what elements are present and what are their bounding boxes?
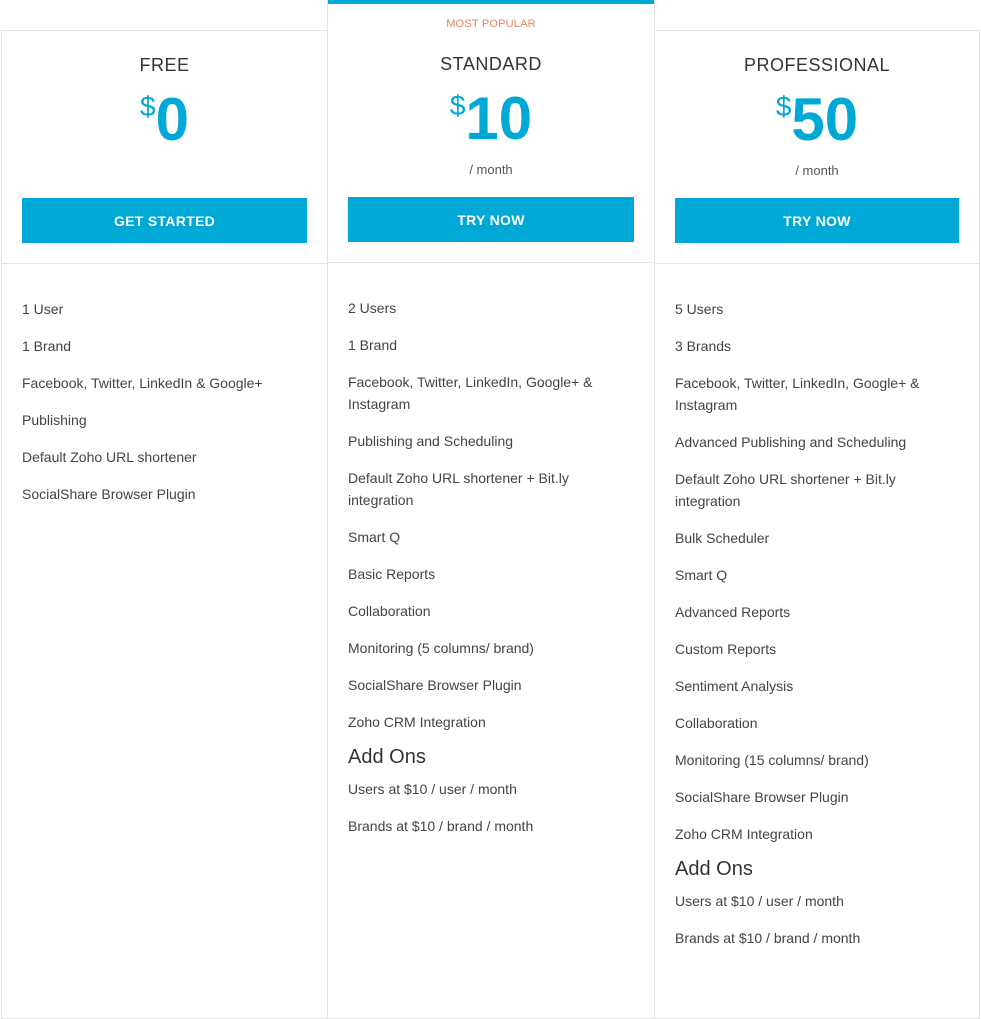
feature-item: Basic Reports: [348, 566, 436, 582]
feature-item: SocialShare Browser Plugin: [22, 486, 196, 502]
plan-header: [655, 31, 979, 264]
popular-highlight-bar: [328, 0, 654, 4]
addons-title: Add Ons: [348, 746, 426, 768]
feature-item: Facebook, Twitter, LinkedIn, Google+ & Instagram: [348, 374, 593, 412]
feature-item: Zoho CRM Integration: [675, 826, 813, 842]
feature-item: Custom Reports: [675, 641, 777, 657]
feature-item: 2 Users: [348, 300, 397, 316]
plan-header: [328, 30, 654, 263]
feature-item: 1 User: [22, 301, 64, 317]
feature-item: 3 Brands: [675, 338, 732, 354]
currency-symbol: $: [140, 91, 156, 122]
feature-item: Smart Q: [348, 529, 401, 545]
plan-header: [2, 31, 327, 264]
addons-title: Add Ons: [675, 858, 753, 880]
price-amount: 0: [155, 86, 189, 153]
plan-name: PROFESSIONAL: [743, 55, 891, 75]
feature-item: Publishing and Scheduling: [348, 433, 514, 449]
feature-item: Monitoring (5 columns/ brand): [348, 640, 534, 656]
addon-item: Users at $10 / user / month: [675, 893, 844, 909]
feature-item: Bulk Scheduler: [675, 530, 770, 546]
feature-item: Advanced Publishing and Scheduling: [675, 434, 907, 450]
feature-list: [675, 298, 959, 964]
plan-price: [328, 84, 654, 154]
billing-period: / month: [795, 163, 839, 178]
try-now-button[interactable]: TRY NOW: [348, 197, 634, 242]
price-amount: 10: [465, 85, 533, 152]
addon-item: Brands at $10 / brand / month: [348, 818, 534, 834]
plan-name: FREE: [139, 55, 190, 75]
feature-item: SocialShare Browser Plugin: [348, 677, 522, 693]
feature-item: Publishing: [22, 412, 87, 428]
feature-item: Facebook, Twitter, LinkedIn, Google+ & Instagram: [675, 375, 920, 413]
currency-symbol: $: [449, 90, 466, 121]
feature-item: 1 Brand: [22, 338, 72, 354]
feature-item: 1 Brand: [348, 337, 398, 353]
feature-item: SocialShare Browser Plugin: [675, 789, 849, 805]
plan-standard: [327, 0, 655, 1019]
feature-item: Facebook, Twitter, LinkedIn & Google+: [22, 375, 263, 391]
plan-price: [655, 85, 979, 155]
feature-item: 5 Users: [675, 301, 724, 317]
feature-item: Collaboration: [675, 715, 758, 731]
most-popular-badge: MOST POPULAR: [446, 18, 536, 30]
billing-period: / month: [469, 162, 513, 177]
feature-item: Default Zoho URL shortener + Bit.ly integration: [348, 470, 569, 508]
plan-name: STANDARD: [440, 54, 542, 74]
feature-item: Advanced Reports: [675, 604, 791, 620]
try-now-button[interactable]: TRY NOW: [675, 198, 959, 243]
addon-item: Users at $10 / user / month: [348, 781, 517, 797]
plan-price: [2, 85, 327, 155]
feature-item: Monitoring (15 columns/ brand): [675, 752, 869, 768]
feature-item: Collaboration: [348, 603, 431, 619]
feature-list: [348, 297, 634, 852]
feature-item: Sentiment Analysis: [675, 678, 794, 694]
plan-professional: [654, 30, 980, 1019]
feature-list: [22, 298, 307, 520]
price-amount: 50: [791, 86, 859, 153]
plan-free: [1, 30, 328, 1019]
feature-item: Smart Q: [675, 567, 728, 583]
currency-symbol: $: [775, 91, 792, 122]
addon-item: Brands at $10 / brand / month: [675, 930, 861, 946]
get-started-button[interactable]: GET STARTED: [22, 198, 307, 243]
feature-item: Default Zoho URL shortener: [22, 449, 197, 465]
feature-item: Default Zoho URL shortener + Bit.ly integration: [675, 471, 896, 509]
feature-item: Zoho CRM Integration: [348, 714, 486, 730]
